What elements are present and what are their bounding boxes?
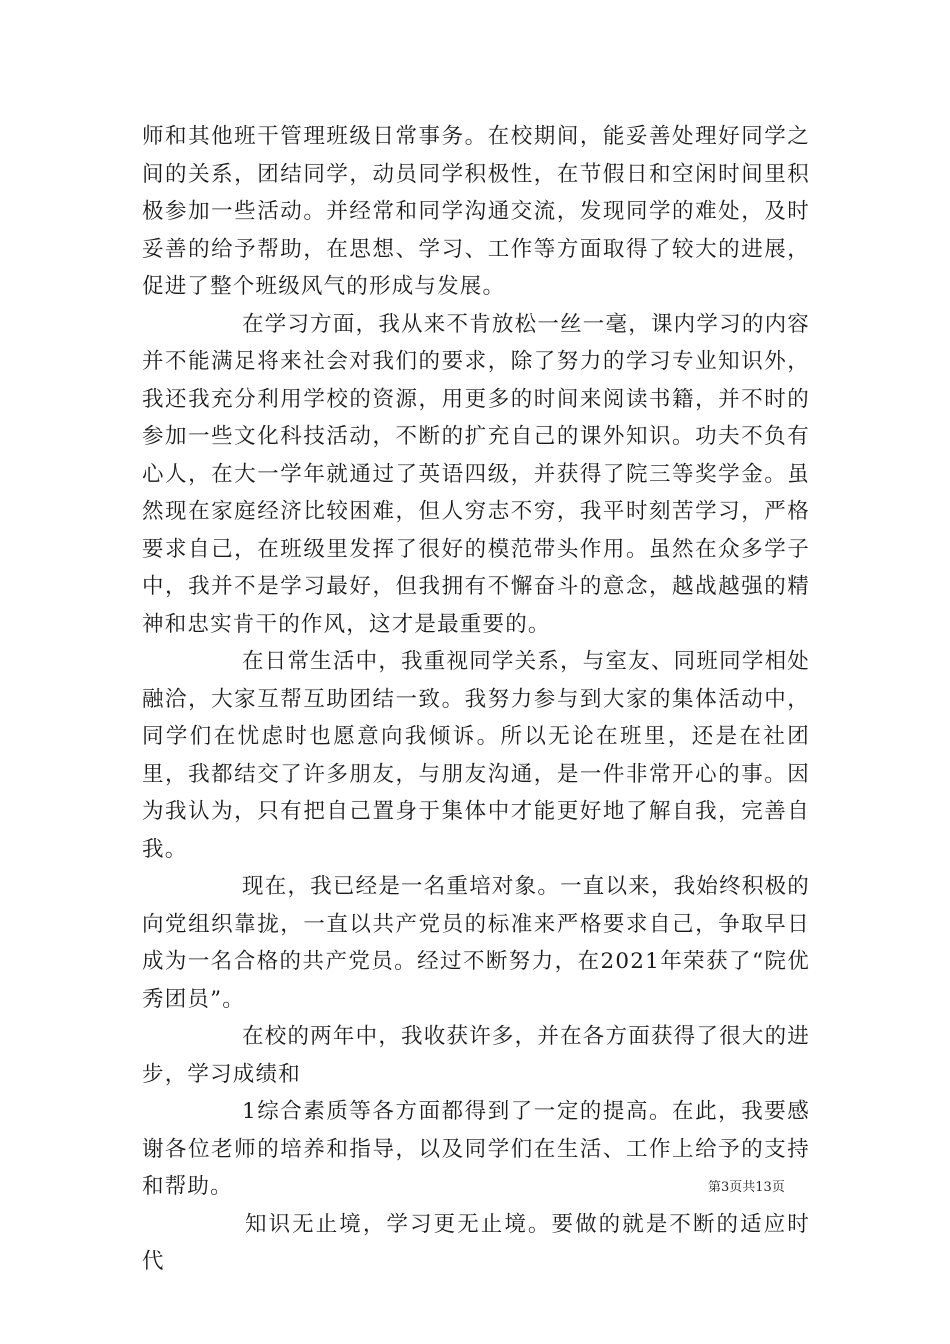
- paragraph-knowledge: 知识无止境，学习更无止境。要做的就是不断的适应时代: [142, 1211, 810, 1274]
- paragraph-daily-life: 在日常生活中，我重视同学关系，与室友、同班同学相处融洽，大家互帮互助团结一致。我努力参与到大家的集体活动中，同学们在忧虑时也愿意向我倾诉。所以无论在班里，还是在社团里，我都结交了许多朋友，与朋友沟通，是一件非常开心的事。因为我认为，只有把自己置身于集体中才能更好地了解自我，完善自我。: [142, 649, 810, 862]
- paragraph-party: 现在，我已经是一名重培对象。一直以来，我始终积极的向党组织靠拢，一直以共产党员的标准来严格要求自己，争取早日成为一名合格的共产党员。经过不断努力，在2021年荣获了“院优秀团员”。: [142, 874, 810, 1012]
- paragraph-gratitude: 1综合素质等各方面都得到了一定的提高。在此，我要感谢各位老师的培养和指导，以及同学们在生活、工作上给予的支持和帮助。: [142, 1099, 810, 1199]
- paragraph-study: 在学习方面，我从来不肯放松一丝一毫，课内学习的内容并不能满足将来社会对我们的要求，除了努力的学习专业知识外，我还我充分利用学校的资源，用更多的时间来阅读书籍，并不时的参加一些文化科技活动，不断的扩充自己的课外知识。功夫不负有心人，在大一学年就通过了英语四级，并获得了院三等奖学金。虽然现在家庭经济比较困难，但人穷志不穷，我平时刻苦学习，严格要求自己，在班级里发挥了很好的模范带头作用。虽然在众多学子中，我并不是学习最好，但我拥有不懈奋斗的意念，越战越强的精神和忠实肯干的作风，这才是最重要的。: [142, 311, 810, 637]
- page-number: 第3页共13页: [708, 1180, 785, 1195]
- document-body: [142, 118, 810, 1281]
- paragraph-class-affairs: 师和其他班干管理班级日常事务。在校期间，能妥善处理好同学之间的关系，团结同学，动员同学积极性，在节假日和空闲时间里积极参加一些活动。并经常和同学沟通交流，发现同学的难处，及时妥善的给予帮助，在思想、学习、工作等方面取得了较大的进展，促进了整个班级风气的形成与发展。: [142, 124, 810, 299]
- paragraph-two-years: 在校的两年中，我收获许多，并在各方面获得了很大的进步，学习成绩和: [142, 1024, 810, 1087]
